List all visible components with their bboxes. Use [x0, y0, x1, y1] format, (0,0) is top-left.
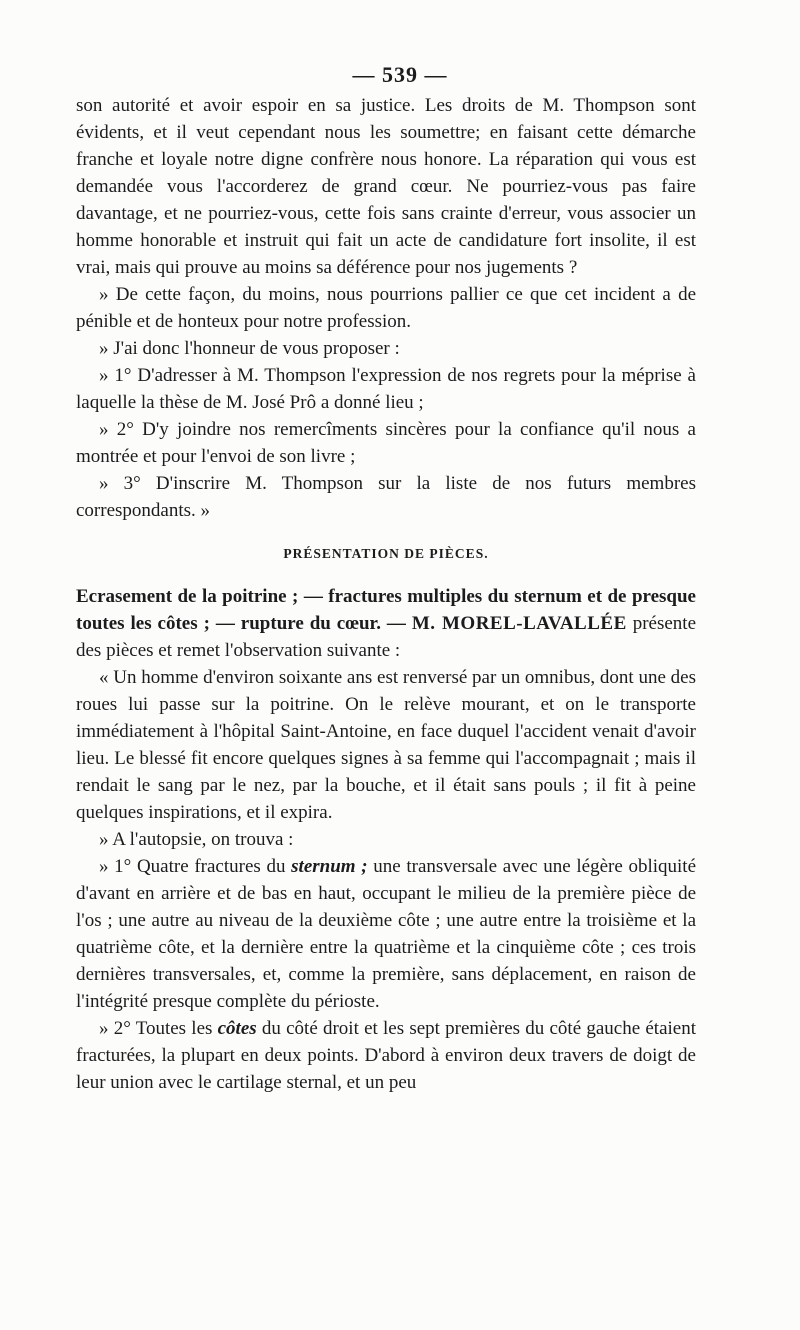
observation-3-start: » 1° Quatre fractures du	[99, 856, 286, 877]
observation-paragraph-2: » A l'autopsie, on trouva :	[99, 829, 294, 850]
proposal-item-2: » 2° D'y joindre nos remercîments sincères pour la confiance qu'il nous a montrée et pour l'envoi de son livre ;	[76, 419, 696, 467]
presentation-lead: Ecrasement de la poitrine ; — fractures multiples du sternum et de presque toutes les côtes ; — rupture du cœur. —	[76, 586, 696, 634]
paragraph-incident: » De cette façon, du moins, nous pourrions pallier ce que cet incident a de pénible et de honteux pour notre profession.	[76, 284, 696, 332]
proposal-item-1: » 1° D'adresser à M. Thompson l'expression de nos regrets pour la méprise à laquelle la thèse de M. José Prô a donné lieu ;	[76, 365, 696, 413]
section-heading: PRÉSENTATION DE PIÈCES.	[283, 546, 489, 561]
page-number: — 539 —	[352, 62, 448, 87]
observation-paragraph-1: « Un homme d'environ soixante ans est renversé par un omnibus, dont une des roues lui passe sur la poitrine. On le relève mourant, et on le transporte immédiatement à l'hôpital Saint-Antoine, en face duquel l'accident venait d'avoir lieu. Le blessé fit encore quelques signes à sa femme qui l'accompagnait ; mais il rendait le sang par le nez, par la bouche, et il était sans pouls ; il fit à peine quelques inspirations, et il expira.	[76, 667, 696, 823]
paragraph-proposal-intro: » J'ai donc l'honneur de vous proposer :	[99, 338, 400, 359]
observation-4-emphasis: côtes	[217, 1018, 257, 1039]
presentation-author: M. MOREL-LAVALLÉE	[411, 613, 627, 634]
presentation-paragraph	[76, 583, 696, 664]
observation-3-emphasis: sternum ;	[291, 856, 368, 877]
observation-paragraph-3	[76, 853, 696, 1015]
observation-3-rest: une transversale avec une légère obliquité d'avant en arrière et de bas en haut, occupant le milieu de la première pièce de l'os ; une autre au niveau de la deuxième côte ; une autre entre la troisième et la quatrième côte, et la dernière entre la quatrième et la cinquième côte ; ces trois dernières transversales, et, comme la première, sans déplacement, en raison de l'intégrité presque complète du périoste.	[76, 856, 697, 1012]
proposal-item-3: » 3° D'inscrire M. Thompson sur la liste de nos futurs membres correspondants. »	[76, 473, 696, 521]
paragraph-letter-end: son autorité et avoir espoir en sa justice. Les droits de M. Thompson sont évidents, et il veut cependant nous les soumettre; en faisant cette démarche franche et loyale notre digne confrère nous honore. La réparation qui vous est demandée vous l'accorderez de grand cœur. Ne pourriez-vous pas faire davantage, et ne pourriez-vous, cette fois sans crainte d'erreur, vous associer un homme honorable et instruit qui fait un acte de candidature fort insolite, il est vrai, mais qui prouve au moins sa déférence pour nos jugements ?	[76, 95, 696, 278]
observation-4-start: » 2° Toutes les	[99, 1018, 213, 1039]
presentation-lead-rest: présente des pièces et remet l'observation suivante :	[76, 613, 697, 661]
observation-4-rest: du côté droit et les sept premières du côté gauche étaient fracturées, la plupart en deux points. D'abord à environ deux travers de doigt de leur union avec le cartilage sternal, et un peu	[76, 1018, 696, 1093]
body-text	[76, 92, 696, 1096]
observation-paragraph-4	[76, 1015, 696, 1096]
